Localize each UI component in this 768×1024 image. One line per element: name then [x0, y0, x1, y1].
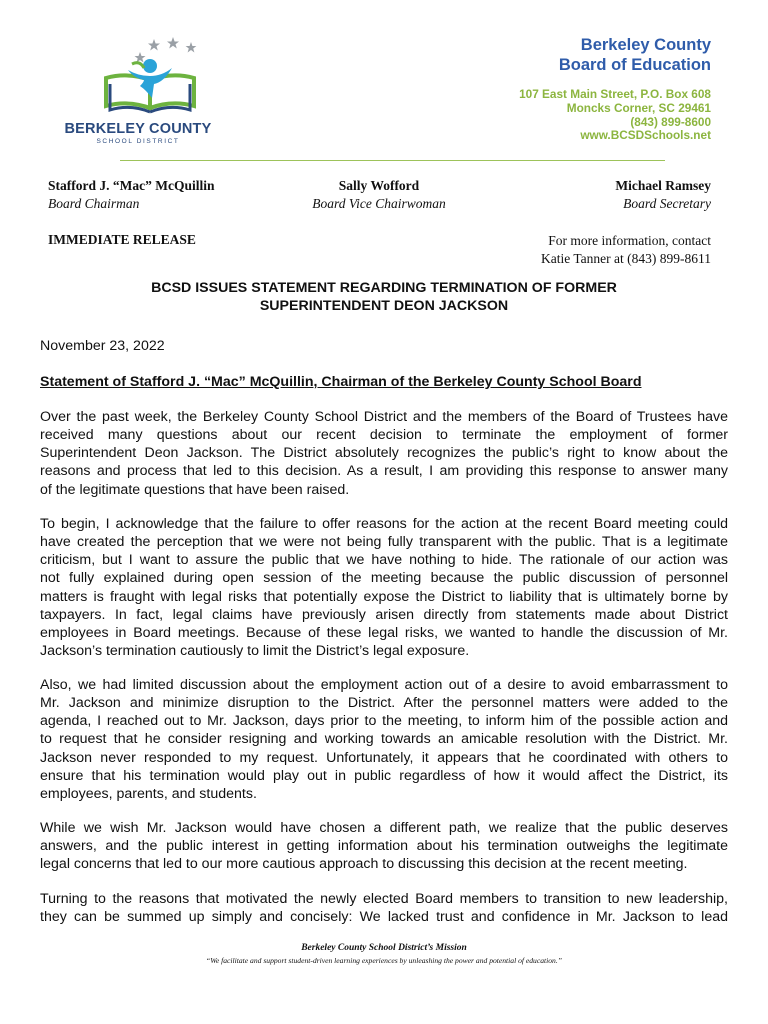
paragraph-line: Also, we had limited discussion about the employment action out of a desire to avoid embarrassment to: [40, 677, 728, 693]
board-address: [519, 88, 711, 143]
paragraph-line: reasons and process that led to this decision. As a result, I am providing this response to answer many: [40, 463, 728, 480]
student-figure-icon: [128, 59, 172, 98]
board-title-line1: Berkeley County: [580, 36, 711, 54]
paragraph-line: Superintendent Deon Jackson. The District absolutely recognizes the public’s right to know about the: [40, 445, 728, 462]
logo-district-name: BERKELEY COUNTY: [64, 121, 212, 137]
paragraph-line: have created the perception that we were not being fully transparent with the public. That is a legitimate: [40, 534, 728, 551]
officer-chair-name: Stafford J. “Mac” McQuillin: [48, 178, 215, 193]
paragraph-line: received many questions about our recent decision to terminate the employment of former: [40, 427, 728, 444]
statement-heading: Statement of Stafford J. “Mac” McQuillin, Chairman of the Berkeley County School Board: [40, 374, 642, 390]
release-date: November 23, 2022: [40, 338, 165, 354]
paragraph-line: of the legitimate questions that have been raised.: [40, 481, 350, 498]
paragraph-line: Turning to the reasons that motivated the newly elected Board members to transition to new leadership,: [40, 891, 728, 907]
contact-line2: Katie Tanner at (843) 899-8611: [540, 250, 711, 266]
star-icon: [135, 37, 197, 63]
paragraph-line: not fully explained during open session of the meeting because the public discussion of personnel: [40, 570, 728, 587]
paragraph-line: Jackson’s termination cautiously to limit the District’s legal exposure.: [40, 643, 470, 660]
contact-line1: For more information, contact: [548, 233, 711, 248]
paragraph-4: [40, 819, 728, 873]
officer-vice-chair-name: Sally Wofford: [338, 178, 420, 193]
paragraph-line: To begin, I acknowledge that the failure to offer reasons for the action at the recent Board meeting could: [40, 516, 728, 532]
officer-chair-title: Board Chairman: [48, 196, 140, 211]
paragraph-3: [40, 676, 728, 803]
release-label: IMMEDIATE RELEASE: [48, 232, 196, 247]
paragraph-line: employees, parents, and students.: [40, 785, 257, 802]
paragraph-line: Mr. Jackson and minimize disruption to the District. After the personnel matters were added to the: [40, 695, 728, 712]
paragraph-line: agenda, I reached out to Mr. Jackson, days prior to the meeting, to inform him of the possible action and: [40, 713, 728, 730]
headline-line1: BCSD ISSUES STATEMENT REGARDING TERMINATION OF FORMER: [151, 280, 617, 296]
paragraph-line: Over the past week, the Berkeley County School District and the members of the Board of Trustees have: [40, 409, 728, 425]
board-title-line2: Board of Education: [558, 56, 711, 74]
paragraph-2: [40, 515, 728, 660]
officer-secretary-title: Board Secretary: [623, 196, 711, 211]
header-divider: [120, 160, 665, 161]
paragraph-line: to request that he consider resigning and working towards an amicable resolution with the District. Mr.: [40, 731, 728, 748]
contact-info: [541, 232, 711, 267]
logo-subtitle: SCHOOL DISTRICT: [96, 138, 180, 145]
address-website[interactable]: www.BCSDSchools.net: [580, 128, 711, 143]
address-city: Moncks Corner, SC 29461: [566, 100, 711, 115]
paragraph-line: answers, and the public interest in getting information about his termination outweighs the legitimate: [40, 838, 728, 855]
officer-vice-chair-title: Board Vice Chairwoman: [312, 196, 446, 211]
paragraph-line: Jackson never responded to my request. Unfortunately, it appears that he coordinated with others to: [40, 749, 728, 766]
headline-line2: SUPERINTENDENT DEON JACKSON: [259, 297, 509, 314]
headline: [40, 280, 728, 315]
paragraph-line: While we wish Mr. Jackson would have chosen a different path, we realize that the public deserves: [40, 820, 728, 836]
paragraph-line: taxpayers. In fact, legal claims have previously arisen directly from statements made about District: [40, 606, 728, 623]
paragraph-line: matters is fraught with legal risks that potentially expose the District to liability that is ultimately borne by: [40, 588, 728, 605]
paragraph-1: [40, 408, 728, 499]
mission-statement: “We facilitate and support student-driven learning experiences by unleashing the power and potential of education.”: [206, 956, 562, 965]
board-title: [559, 35, 711, 75]
paragraph-line: they can be summed up simply and concisely: We lacked trust and confidence in Mr. Jackson to lead: [40, 909, 728, 926]
paragraph-line: employees in Board meetings. Because of these legal risks, we wanted to handle the discussion of Mr.: [40, 624, 728, 641]
paragraph-line: ensure that his termination would play out in public regardless of how it would affect the District, its: [40, 767, 728, 784]
address-phone: (843) 899-8600: [630, 114, 711, 129]
paragraph-line: legal concerns that led to our more cautious approach to discussing this decision at the recent meeting.: [40, 856, 688, 873]
officer-secretary-name: Michael Ramsey: [615, 178, 711, 193]
mission-title: Berkeley County School District’s Mission: [301, 943, 467, 953]
paragraph-line: criticism, but I want to assure the public that we have nothing to hide. The rationale of our action was: [40, 552, 728, 569]
paragraph-5: [40, 890, 728, 926]
address-street: 107 East Main Street, P.O. Box 608: [519, 87, 711, 101]
